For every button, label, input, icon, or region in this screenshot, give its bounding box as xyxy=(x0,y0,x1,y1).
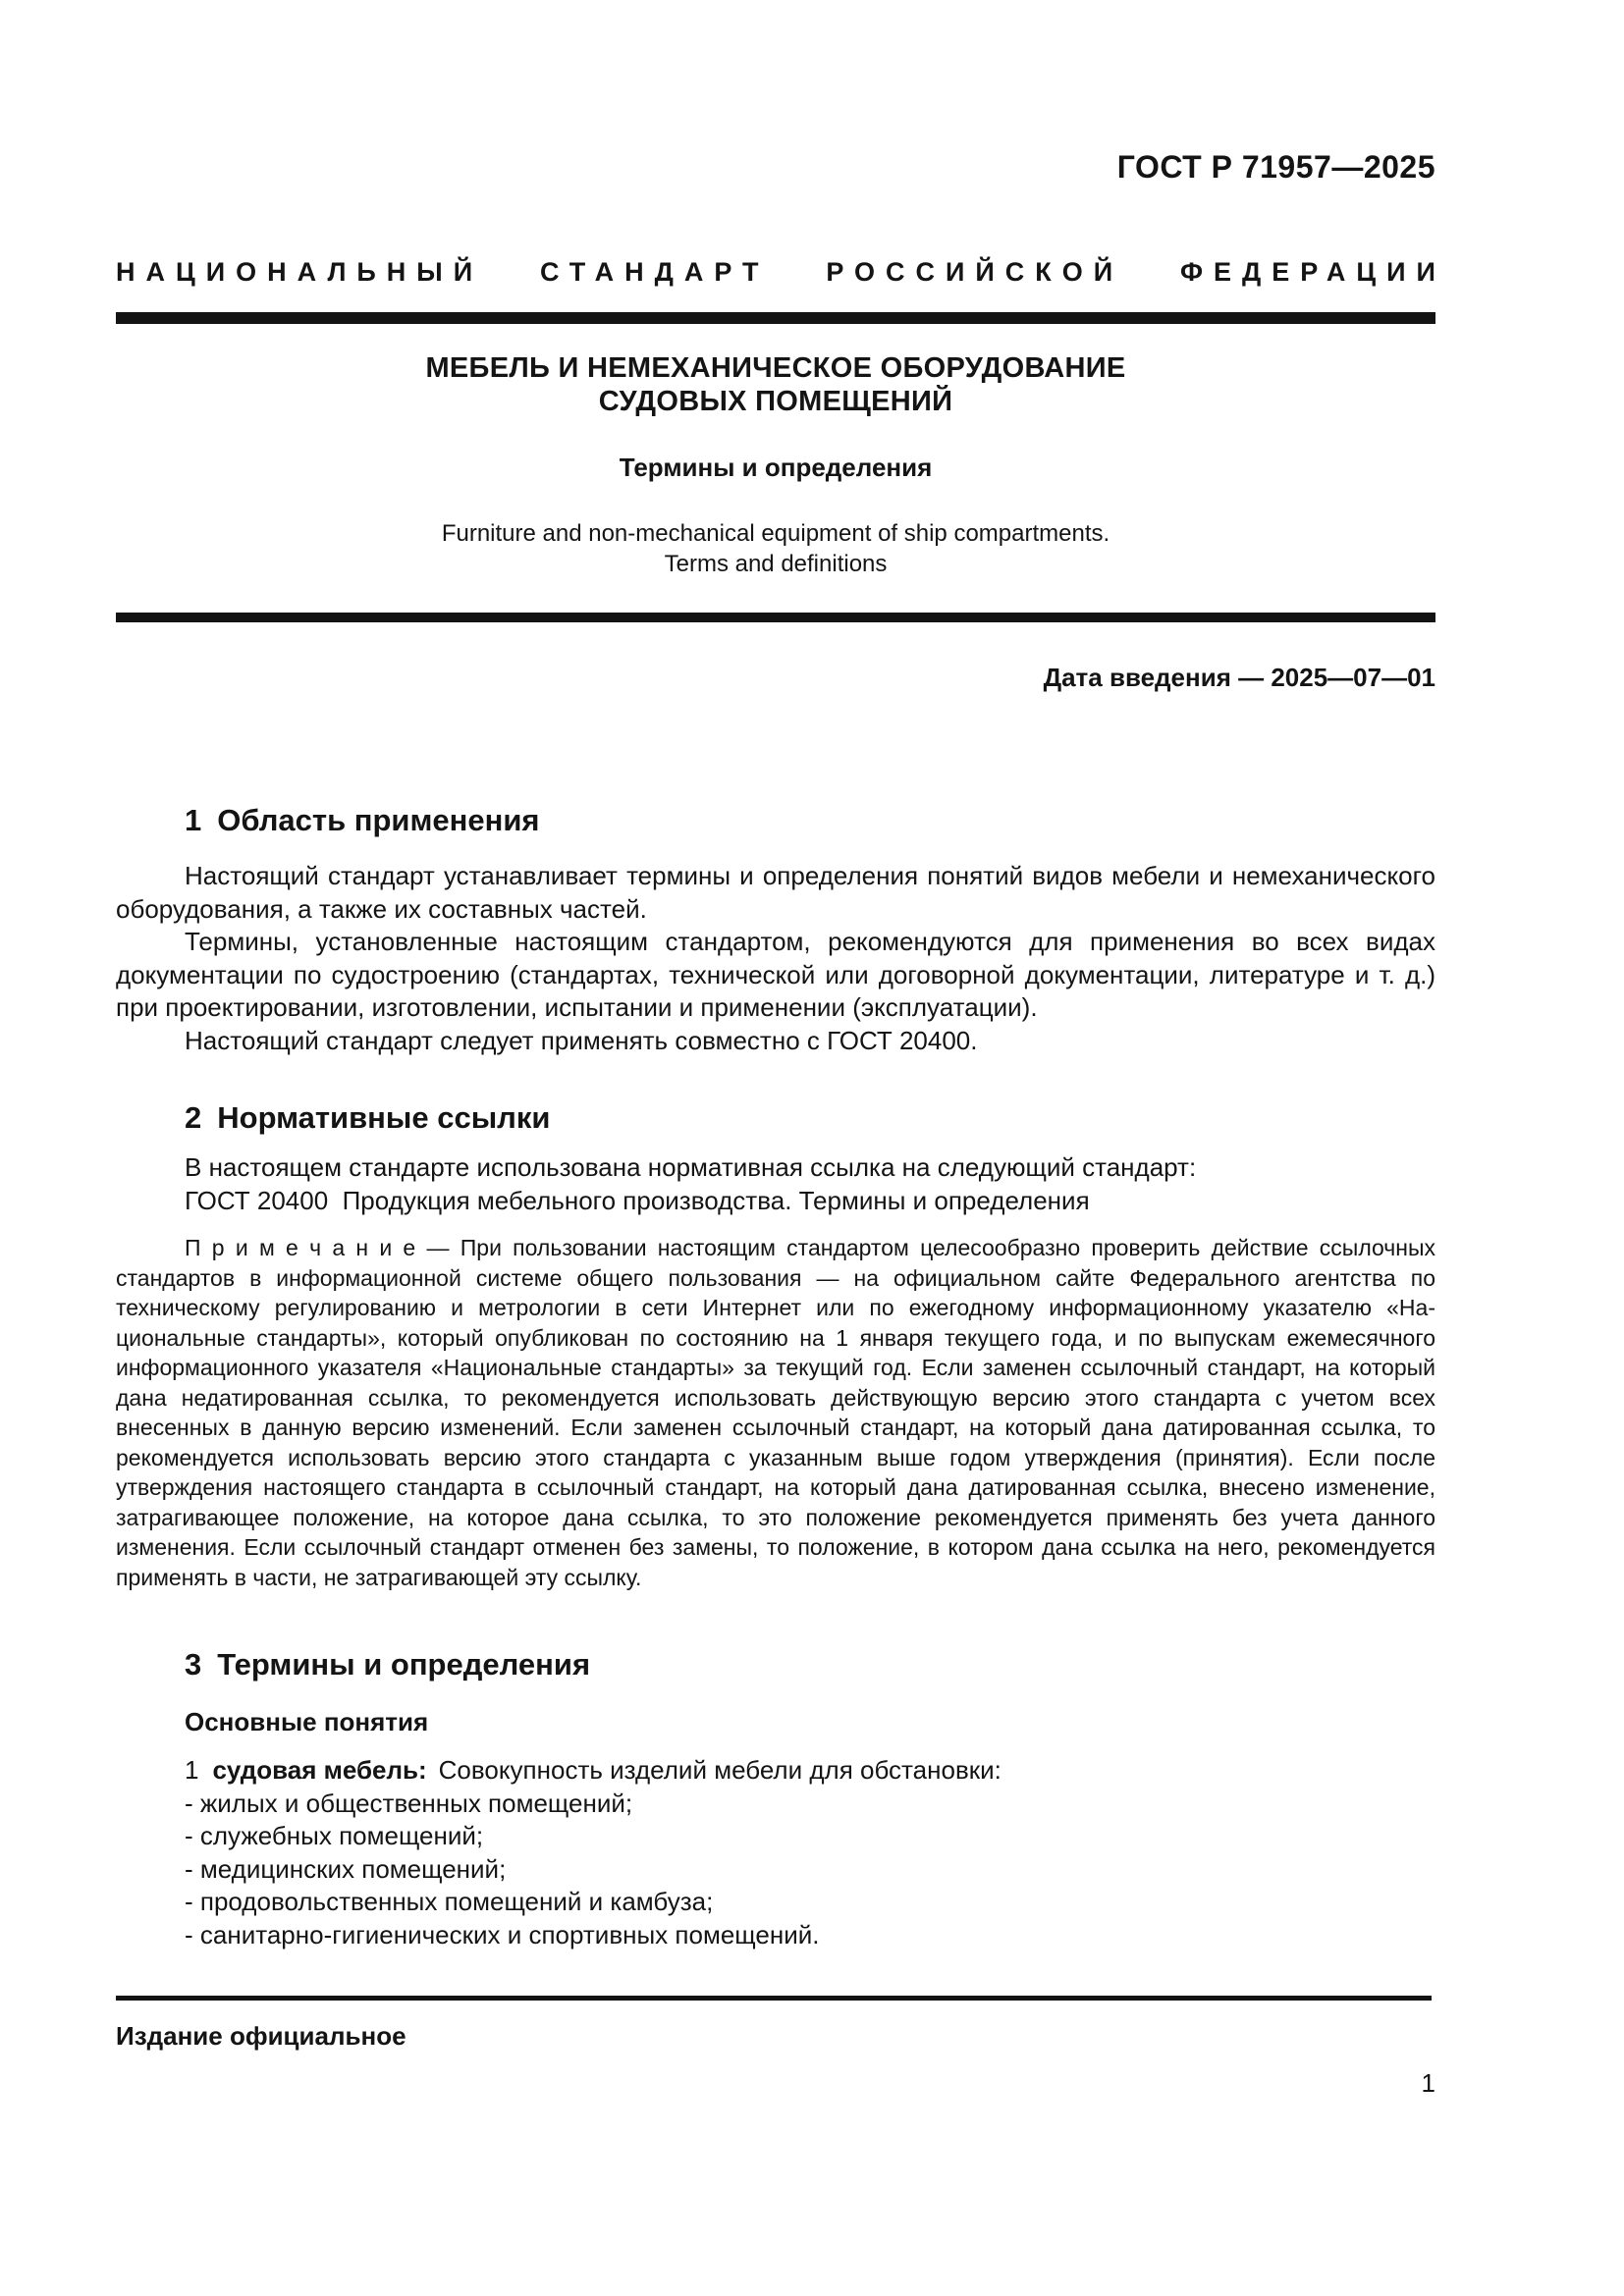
banner-word: ФЕДЕРАЦИИ xyxy=(1180,257,1446,287)
document-title-en-line2: Terms and definitions xyxy=(664,551,888,577)
section-title: Область применения xyxy=(217,803,540,837)
section-title: Термины и определения xyxy=(217,1647,591,1682)
scope-paragraph: Термины, установленные настоящим стандартом, рекомендуются для применения во всех видах документации по судостроению (стандартах, технической или договорной документации, литературе и т. д.) при проектировании, изготовлении, испытании и применении (эксплуатации). xyxy=(116,927,1435,1022)
term-list-item: - медицинских помещений; xyxy=(185,1853,507,1884)
section-heading-scope xyxy=(116,803,1435,838)
term-definition-text: Совокупность изделий мебели для обстановки: xyxy=(438,1755,1001,1785)
section-heading-terms xyxy=(116,1647,1435,1682)
term-name: судовая мебель: xyxy=(212,1755,427,1785)
section-number: 1 xyxy=(185,803,202,837)
section-number: 3 xyxy=(185,1647,202,1682)
divider-bar-top xyxy=(116,312,1435,324)
page-number: 1 xyxy=(1421,2068,1435,2098)
scope-paragraph: Настоящий стандарт устанавливает термины и определения понятий видов мебели и немеханического оборудования, а также их составных частей. xyxy=(116,861,1435,924)
document-subtitle-ru: Термины и определения xyxy=(619,453,933,482)
references-note: П р и м е ч а н и е — При пользовании настоящим стандартом целесообразно проверить действие ссылочных стандартов в информационной системе общего пользования — на официальном сайте Федерального агентства по техническому регулированию и метрологии в сети Интернет или по ежегодному информационному указателю «Национальные стандарты», который опубликован по состоянию на 1 января текущего года, и по выпускам ежемесячного информационного указателя «Национальные стандарты» за текущий год. Если заменен ссылочный стандарт, на который дана недатированная ссылка, то рекомендуется использовать действующую версию этого стандарта с учетом всех внесенных в данную версию изменений. Если заменен ссылочный стандарт, на который дана датированная ссылка, то рекомендуется использовать версию этого стандарта с указанным выше годом утверждения (принятия). Если после утверждения настоящего стандарта в ссылочный стандарт, на который дана датированная ссылка, внесено изменение, затрагивающее положение, на которое дана ссылка, то это положение рекомендуется применять без учета данного изменения. Если ссылочный стандарт отменен без замены, то положение, в котором дана ссылка на него, рекомендуется применять в части, не затрагивающей эту ссылку. xyxy=(116,1235,1435,1590)
section-heading-references xyxy=(116,1100,1435,1136)
document-title-ru-line1: МЕБЕЛЬ И НЕМЕХАНИЧЕСКОЕ ОБОРУДОВАНИЕ xyxy=(425,352,1126,384)
referenced-standard: ГОСТ 20400 Продукция мебельного производства. Термины и определения xyxy=(185,1185,1090,1215)
scope-paragraph: Настоящий стандарт следует применять совместно с ГОСТ 20400. xyxy=(185,1025,978,1055)
term-list-item: - продовольственных помещений и камбуза; xyxy=(185,1887,714,1916)
term-definition xyxy=(116,1754,1435,1788)
footer-rule xyxy=(116,1996,1432,2001)
references-paragraph: В настоящем стандарте использована нормативная ссылка на следующий стандарт: xyxy=(185,1152,1197,1182)
banner-word: СТАНДАРТ xyxy=(539,257,770,287)
section-number: 2 xyxy=(185,1100,202,1135)
section-title: Нормативные ссылки xyxy=(217,1100,551,1135)
document-title-en xyxy=(116,518,1435,579)
term-list-item: - санитарно-гигиенических и спортивных помещений. xyxy=(185,1919,820,1949)
banner-word: РОССИЙСКОЙ xyxy=(826,257,1124,287)
effective-date: Дата введения — 2025—07—01 xyxy=(1043,663,1435,692)
divider-bar-middle xyxy=(116,613,1435,622)
terms-subheading: Основные понятия xyxy=(185,1707,429,1736)
document-title-ru-line2: СУДОВЫХ ПОМЕЩЕНИЙ xyxy=(598,386,953,417)
document-title-ru xyxy=(116,351,1435,418)
term-list-item: - служебных помещений; xyxy=(185,1821,484,1850)
banner-word: НАЦИОНАЛЬНЫЙ xyxy=(116,257,484,287)
term-list-item: - жилых и общественных помещений; xyxy=(185,1788,633,1818)
doc-code: ГОСТ Р 71957—2025 xyxy=(1116,149,1435,185)
official-edition-label: Издание официальное xyxy=(116,2021,406,2051)
national-standard-banner xyxy=(116,255,1446,289)
term-number: 1 xyxy=(185,1755,199,1785)
document-title-en-line1: Furniture and non-mechanical equipment of ship compartments. xyxy=(441,520,1110,547)
